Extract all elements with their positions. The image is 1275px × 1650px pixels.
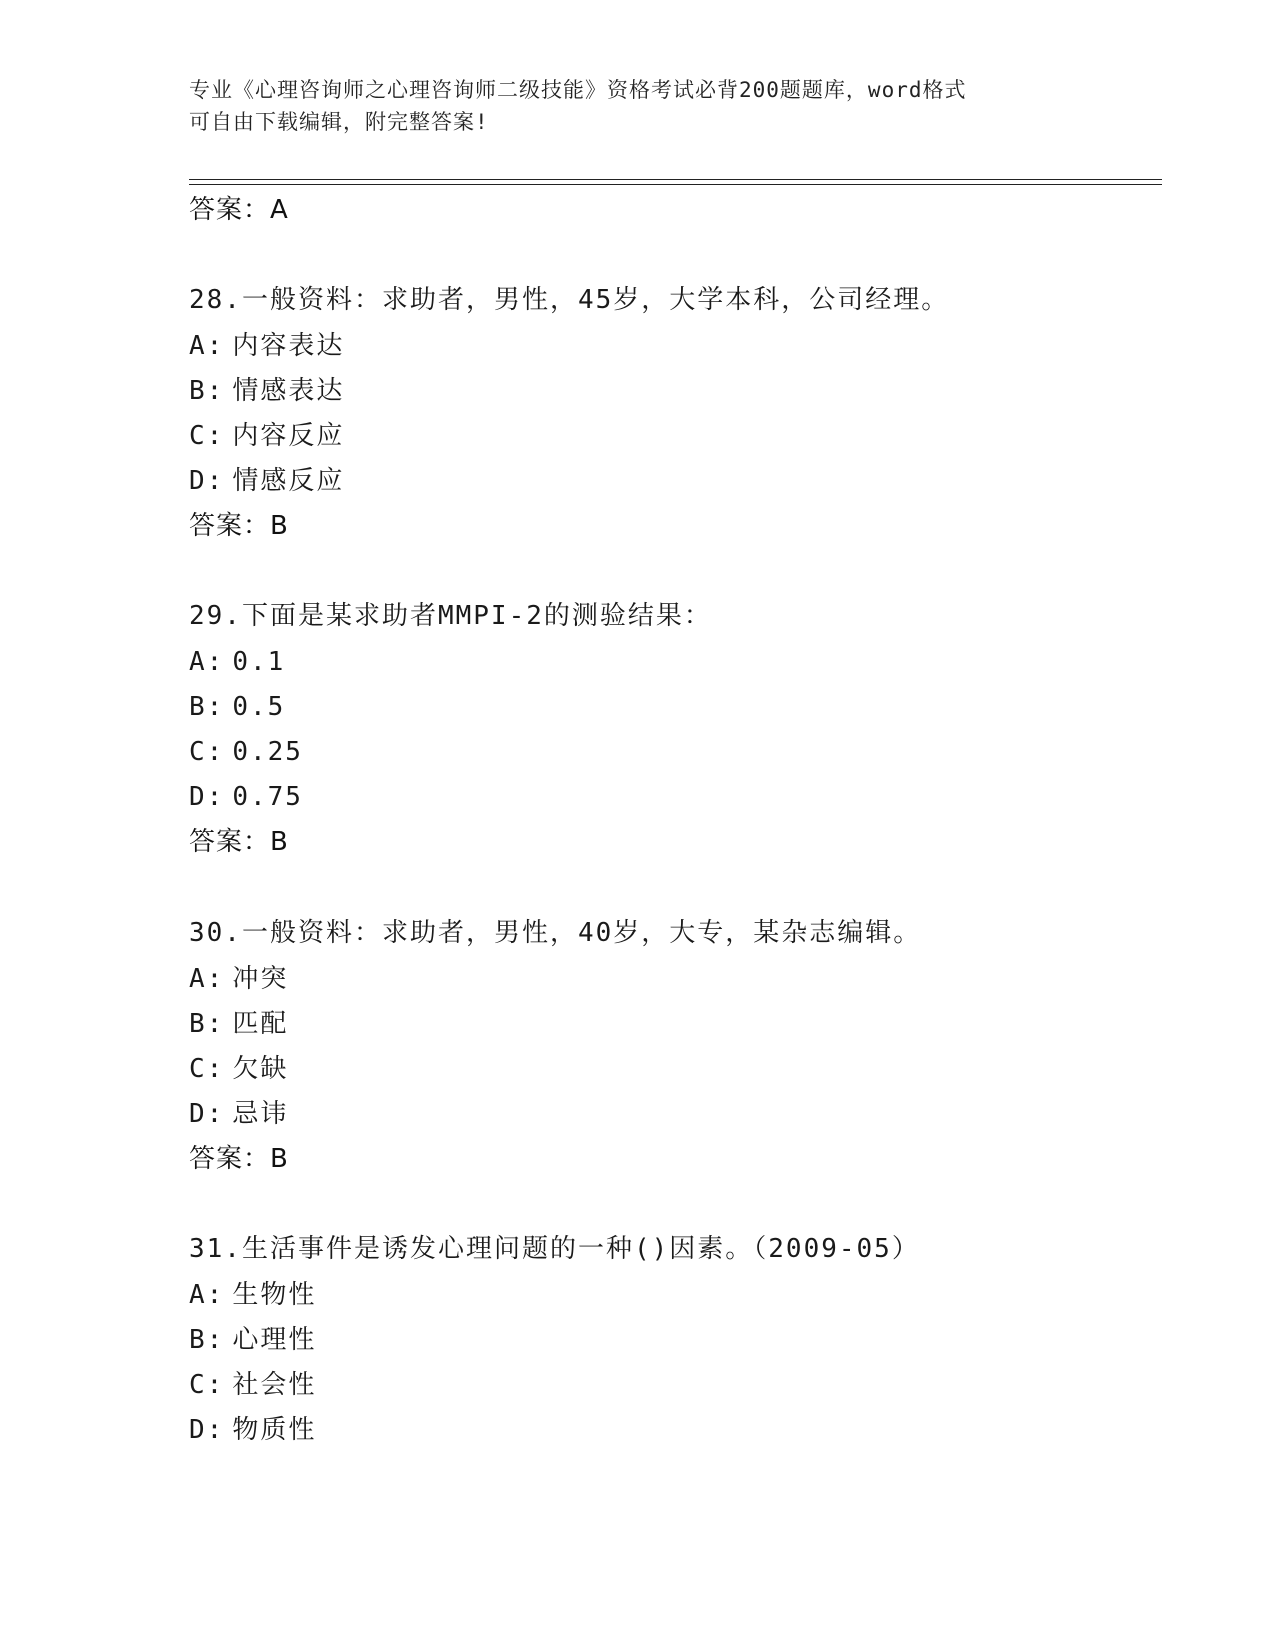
question-stem: 28.一般资料：求助者，男性，45岁，大学本科，公司经理。: [189, 285, 950, 315]
option-text: 匹配: [232, 1009, 289, 1039]
option-text: 社会性: [232, 1370, 317, 1400]
answer-line: 答案：B: [189, 511, 289, 541]
answer-line: 答案：B: [189, 1144, 289, 1174]
document-header: [189, 74, 1089, 138]
option-label: A:: [189, 331, 225, 361]
option-a: [189, 646, 285, 678]
option-text: 心理性: [232, 1325, 317, 1355]
option-label: C:: [189, 421, 225, 451]
option-a: [189, 330, 344, 362]
option-text: 内容反应: [232, 421, 345, 451]
option-d: [189, 465, 344, 497]
option-text: 冲突: [232, 964, 289, 994]
option-text: 0.5: [232, 692, 286, 722]
option-d: [189, 1098, 288, 1130]
option-d: [189, 781, 303, 813]
question-stem: 30.一般资料：求助者，男性，40岁，大专，某杂志编辑。: [189, 918, 922, 948]
option-label: C:: [189, 1370, 225, 1400]
header-line-1: 专业《心理咨询师之心理咨询师二级技能》资格考试必背200题题库，word格式: [189, 78, 967, 102]
option-label: B:: [189, 1325, 225, 1355]
answer-line: 答案：A: [189, 195, 289, 225]
option-b: [189, 375, 344, 407]
option-label: B:: [189, 692, 225, 722]
option-label: B:: [189, 1009, 225, 1039]
option-text: 物质性: [232, 1415, 317, 1445]
option-c: [189, 420, 344, 452]
option-c: [189, 1369, 316, 1401]
option-c: [189, 1053, 288, 1085]
option-label: D:: [189, 1415, 225, 1445]
option-text: 忌讳: [232, 1099, 289, 1129]
option-b: [189, 1008, 288, 1040]
header-line-2: 可自由下载编辑，附完整答案!: [189, 110, 489, 134]
option-text: 生物性: [232, 1280, 317, 1310]
option-c: [189, 736, 303, 768]
header-divider-bottom: [189, 184, 1162, 185]
question-stem: 29.下面是某求助者MMPI-2的测验结果：: [189, 601, 712, 631]
option-label: C:: [189, 737, 225, 767]
option-label: D:: [189, 466, 225, 496]
option-label: B:: [189, 376, 225, 406]
option-label: D:: [189, 1099, 225, 1129]
option-text: 0.25: [232, 737, 303, 767]
header-divider-top: [189, 179, 1162, 180]
option-a: [189, 1279, 316, 1311]
option-label: D:: [189, 782, 225, 812]
option-b: [189, 1324, 316, 1356]
option-label: A:: [189, 964, 225, 994]
question-stem: 31.生活事件是诱发心理问题的一种()因素。（2009-05）: [189, 1234, 920, 1264]
option-text: 欠缺: [232, 1054, 289, 1084]
answer-line: 答案：B: [189, 827, 289, 857]
option-text: 0.75: [232, 782, 303, 812]
option-label: A:: [189, 1280, 225, 1310]
option-text: 0.1: [232, 647, 286, 677]
option-text: 内容表达: [232, 331, 345, 361]
option-a: [189, 963, 288, 995]
option-d: [189, 1414, 316, 1446]
option-text: 情感反应: [232, 466, 345, 496]
option-b: [189, 691, 285, 723]
option-label: C:: [189, 1054, 225, 1084]
option-label: A:: [189, 647, 225, 677]
option-text: 情感表达: [232, 376, 345, 406]
